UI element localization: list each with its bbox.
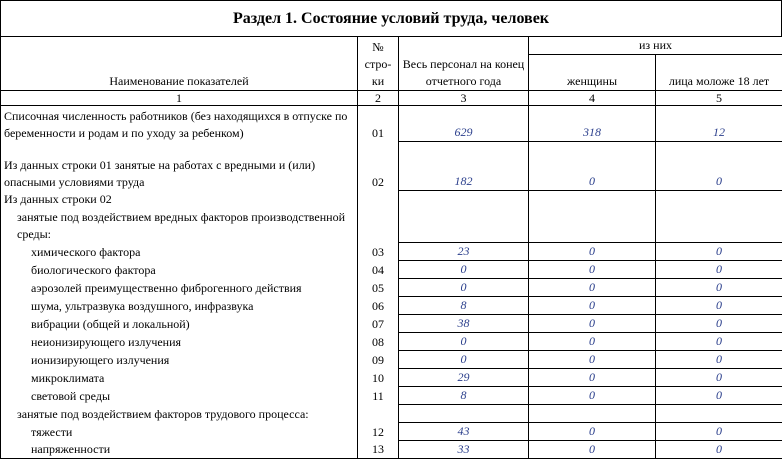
value-total: 8 [399, 297, 529, 315]
indicator-name: шума, ультразвука воздушного, инфразвука [1, 297, 358, 315]
value-total: 33 [399, 441, 529, 459]
value-under-18: 0 [656, 243, 782, 261]
value-total: 43 [399, 423, 529, 441]
value-total: 0 [399, 261, 529, 279]
value-under-18: 0 [656, 333, 782, 351]
header-row-number: № стро-ки [358, 37, 399, 91]
indicator-name: занятые под воздействием факторов трудового процесса: [1, 405, 358, 423]
row-code [358, 208, 399, 243]
value-women [529, 191, 656, 209]
value-total: 629 [399, 106, 529, 142]
table-row [1, 315, 782, 333]
indicator-name: вибрации (общей и локальной) [1, 315, 358, 333]
value-total [399, 191, 529, 209]
value-under-18 [656, 405, 782, 423]
value-women: 0 [529, 315, 656, 333]
indicator-name: микроклимата [1, 369, 358, 387]
column-number-5: 5 [656, 91, 782, 106]
table-row [1, 142, 782, 191]
column-number-2: 2 [358, 91, 399, 106]
table-row [1, 279, 782, 297]
row-code: 12 [358, 423, 399, 441]
value-women: 0 [529, 142, 656, 191]
table-row [1, 297, 782, 315]
column-number-1: 1 [1, 91, 358, 106]
row-code: 01 [358, 106, 399, 142]
indicator-name: световой среды [1, 387, 358, 405]
value-women [529, 405, 656, 423]
value-total: 0 [399, 333, 529, 351]
value-under-18: 0 [656, 423, 782, 441]
row-code: 04 [358, 261, 399, 279]
column-number-4: 4 [529, 91, 656, 106]
header-total-staff: Весь персонал на конец отчетного года [399, 37, 529, 91]
table-row [1, 351, 782, 369]
value-total: 8 [399, 387, 529, 405]
section-title: Раздел 1. Состояние условий труда, человек [0, 0, 782, 36]
row-code: 07 [358, 315, 399, 333]
value-women: 0 [529, 261, 656, 279]
value-total: 38 [399, 315, 529, 333]
row-code: 05 [358, 279, 399, 297]
value-women: 0 [529, 243, 656, 261]
value-total [399, 208, 529, 243]
header-under-18: лица моложе 18 лет [656, 55, 782, 91]
indicator-name: химического фактора [1, 243, 358, 261]
value-women: 0 [529, 441, 656, 459]
value-under-18: 0 [656, 279, 782, 297]
table-row [1, 208, 782, 243]
table-row [1, 243, 782, 261]
indicator-name: Из данных строки 02 [1, 191, 358, 209]
row-code: 09 [358, 351, 399, 369]
value-total: 182 [399, 142, 529, 191]
value-women: 0 [529, 423, 656, 441]
value-women: 0 [529, 297, 656, 315]
indicator-name: занятые под воздействием вредных факторов производственной среды: [1, 208, 358, 243]
value-total: 29 [399, 369, 529, 387]
indicator-name: биологического фактора [1, 261, 358, 279]
table-row [1, 423, 782, 441]
labor-conditions-table [0, 36, 782, 459]
row-code: 02 [358, 142, 399, 191]
value-women: 0 [529, 387, 656, 405]
indicator-name: неионизирующего излучения [1, 333, 358, 351]
table-row [1, 261, 782, 279]
value-total [399, 405, 529, 423]
value-under-18: 0 [656, 297, 782, 315]
table-row [1, 106, 782, 142]
header-indicator-name: Наименование показателей [1, 37, 358, 91]
header-women: женщины [529, 55, 656, 91]
value-under-18: 0 [656, 261, 782, 279]
value-total: 0 [399, 279, 529, 297]
value-under-18: 0 [656, 369, 782, 387]
value-under-18: 0 [656, 441, 782, 459]
value-women: 0 [529, 351, 656, 369]
column-number-3: 3 [399, 91, 529, 106]
value-under-18: 0 [656, 315, 782, 333]
indicator-name: Списочная численность работников (без находящихся в отпуске по беременности и родам и по уходу за ребенком) [1, 106, 358, 142]
table-row [1, 191, 782, 209]
value-total: 0 [399, 351, 529, 369]
indicator-name: Из данных строки 01 занятые на работах с вредными и (или) опасными условиями труда [1, 142, 358, 191]
row-code [358, 191, 399, 209]
indicator-name: тяжести [1, 423, 358, 441]
table-row [1, 405, 782, 423]
indicator-name: аэрозолей преимущественно фиброгенного действия [1, 279, 358, 297]
table-row [1, 387, 782, 405]
row-code [358, 405, 399, 423]
row-code: 11 [358, 387, 399, 405]
indicator-name: ионизирующего излучения [1, 351, 358, 369]
value-under-18: 12 [656, 106, 782, 142]
value-under-18: 0 [656, 142, 782, 191]
row-code: 10 [358, 369, 399, 387]
row-code: 08 [358, 333, 399, 351]
value-women: 0 [529, 369, 656, 387]
table-row [1, 369, 782, 387]
header-of-them: из них [529, 37, 782, 55]
value-under-18: 0 [656, 351, 782, 369]
table-row [1, 441, 782, 459]
value-women: 318 [529, 106, 656, 142]
value-under-18: 0 [656, 387, 782, 405]
value-total: 23 [399, 243, 529, 261]
value-women [529, 208, 656, 243]
value-under-18 [656, 191, 782, 209]
value-under-18 [656, 208, 782, 243]
row-code: 06 [358, 297, 399, 315]
value-women: 0 [529, 333, 656, 351]
row-code: 13 [358, 441, 399, 459]
row-code: 03 [358, 243, 399, 261]
table-row [1, 333, 782, 351]
indicator-name: напряженности [1, 441, 358, 459]
value-women: 0 [529, 279, 656, 297]
